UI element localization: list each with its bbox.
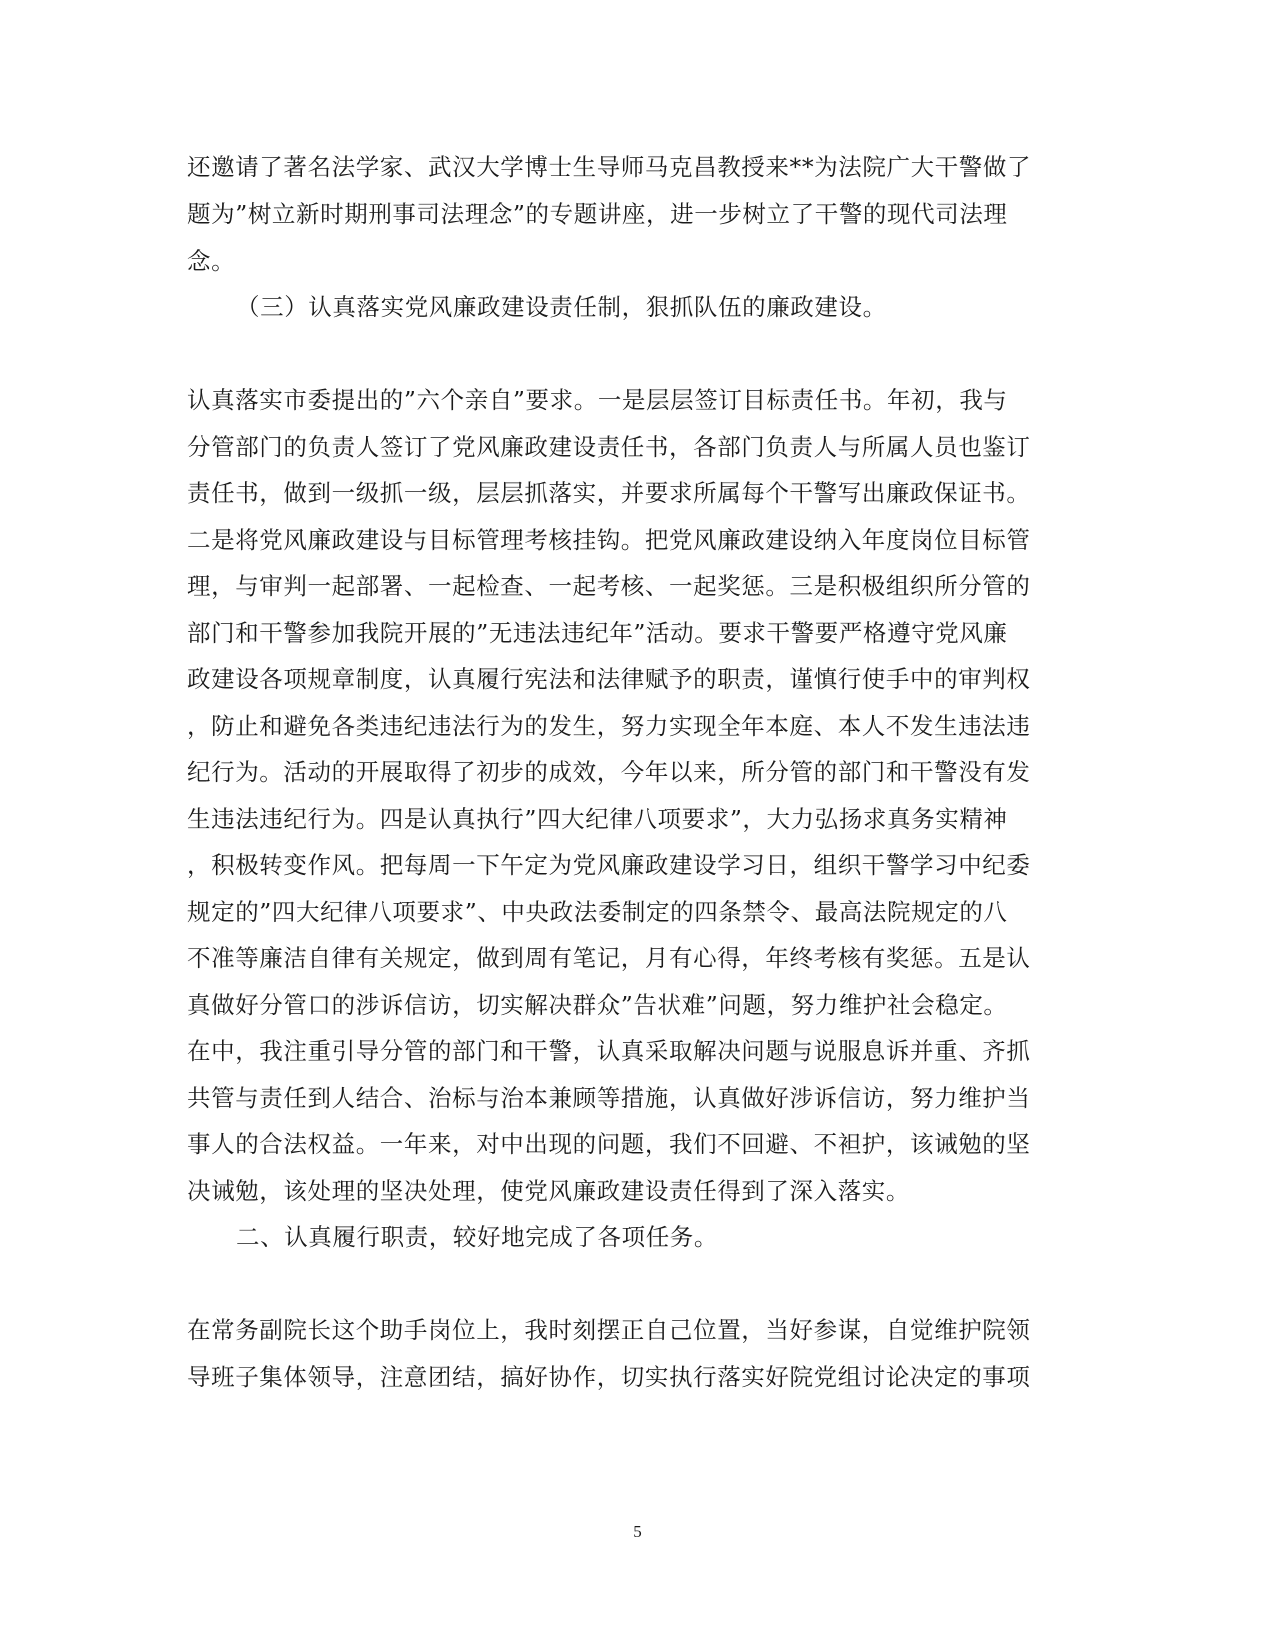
text-line: 责任书，做到一级抓一级，层层抓落实，并要求所属每个干警写出廉政保证书。 [187,479,1031,507]
text-line: 在常务副院长这个助手岗位上，我时刻摆正自己位置，当好参谋，自觉维护院领 [187,1316,1031,1344]
text-line: ，防止和避免各类违纪违法行为的发生，努力实现全年本庭、本人不发生违法违 [187,712,1031,740]
text-line: 共管与责任到人结合、治标与治本兼顾等措施，认真做好涉诉信访，努力维护当 [187,1084,1031,1112]
text-line: 在中，我注重引导分管的部门和干警，认真采取解决问题与说服息诉并重、齐抓 [187,1037,1031,1065]
text-line: 真做好分管口的涉诉信访，切实解决群众”告状难”问题，努力维护社会稳定。 [187,991,1008,1019]
section-heading: （三）认真落实党风廉政建设责任制，狠抓队伍的廉政建设。 [236,293,887,321]
text-line: 念。 [187,247,236,275]
section-heading: 二、认真履行职责，较好地完成了各项任务。 [236,1223,718,1251]
text-line: 导班子集体领导，注意团结，搞好协作，切实执行落实好院党组讨论决定的事项 [187,1363,1031,1391]
text-line: 理，与审判一起部署、一起检查、一起考核、一起奖惩。三是积极组织所分管的 [187,572,1031,600]
text-line: 分管部门的负责人签订了党风廉政建设责任书，各部门负责人与所属人员也鉴订 [187,433,1031,461]
text-line: 事人的合法权益。一年来，对中出现的问题，我们不回避、不袒护，该诫勉的坚 [187,1130,1031,1158]
text-line: 规定的”四大纪律八项要求”、中央政法委制定的四条禁令、最高法院规定的八 [187,898,1008,926]
text-line: ，积极转变作风。把每周一下午定为党风廉政建设学习日，组织干警学习中纪委 [187,851,1031,879]
text-line: 政建设各项规章制度，认真履行宪法和法律赋予的职责，谨慎行使手中的审判权 [187,665,1031,693]
text-line: 不准等廉洁自律有关规定，做到周有笔记，月有心得，年终考核有奖惩。五是认 [187,944,1031,972]
text-line: 生违法违纪行为。四是认真执行”四大纪律八项要求”，大力弘扬求真务实精神 [187,805,1008,833]
page-number: 5 [633,1522,642,1541]
text-line: 决诫勉，该处理的坚决处理，使党风廉政建设责任得到了深入落实。 [187,1177,910,1205]
text-line: 纪行为。活动的开展取得了初步的成效，今年以来，所分管的部门和干警没有发 [187,758,1031,786]
text-line: 题为”树立新时期刑事司法理念”的专题讲座，进一步树立了干警的现代司法理 [187,200,1008,228]
text-line: 认真落实市委提出的”六个亲自”要求。一是层层签订目标责任书。年初，我与 [187,386,1008,414]
text-line: 二是将党风廉政建设与目标管理考核挂钩。把党风廉政建设纳入年度岗位目标管 [187,526,1031,554]
text-line: 还邀请了著名法学家、武汉大学博士生导师马克昌教授来**为法院广大干警做了 [187,153,1032,181]
text-line: 部门和干警参加我院开展的”无违法违纪年”活动。要求干警要严格遵守党风廉 [187,619,1008,647]
